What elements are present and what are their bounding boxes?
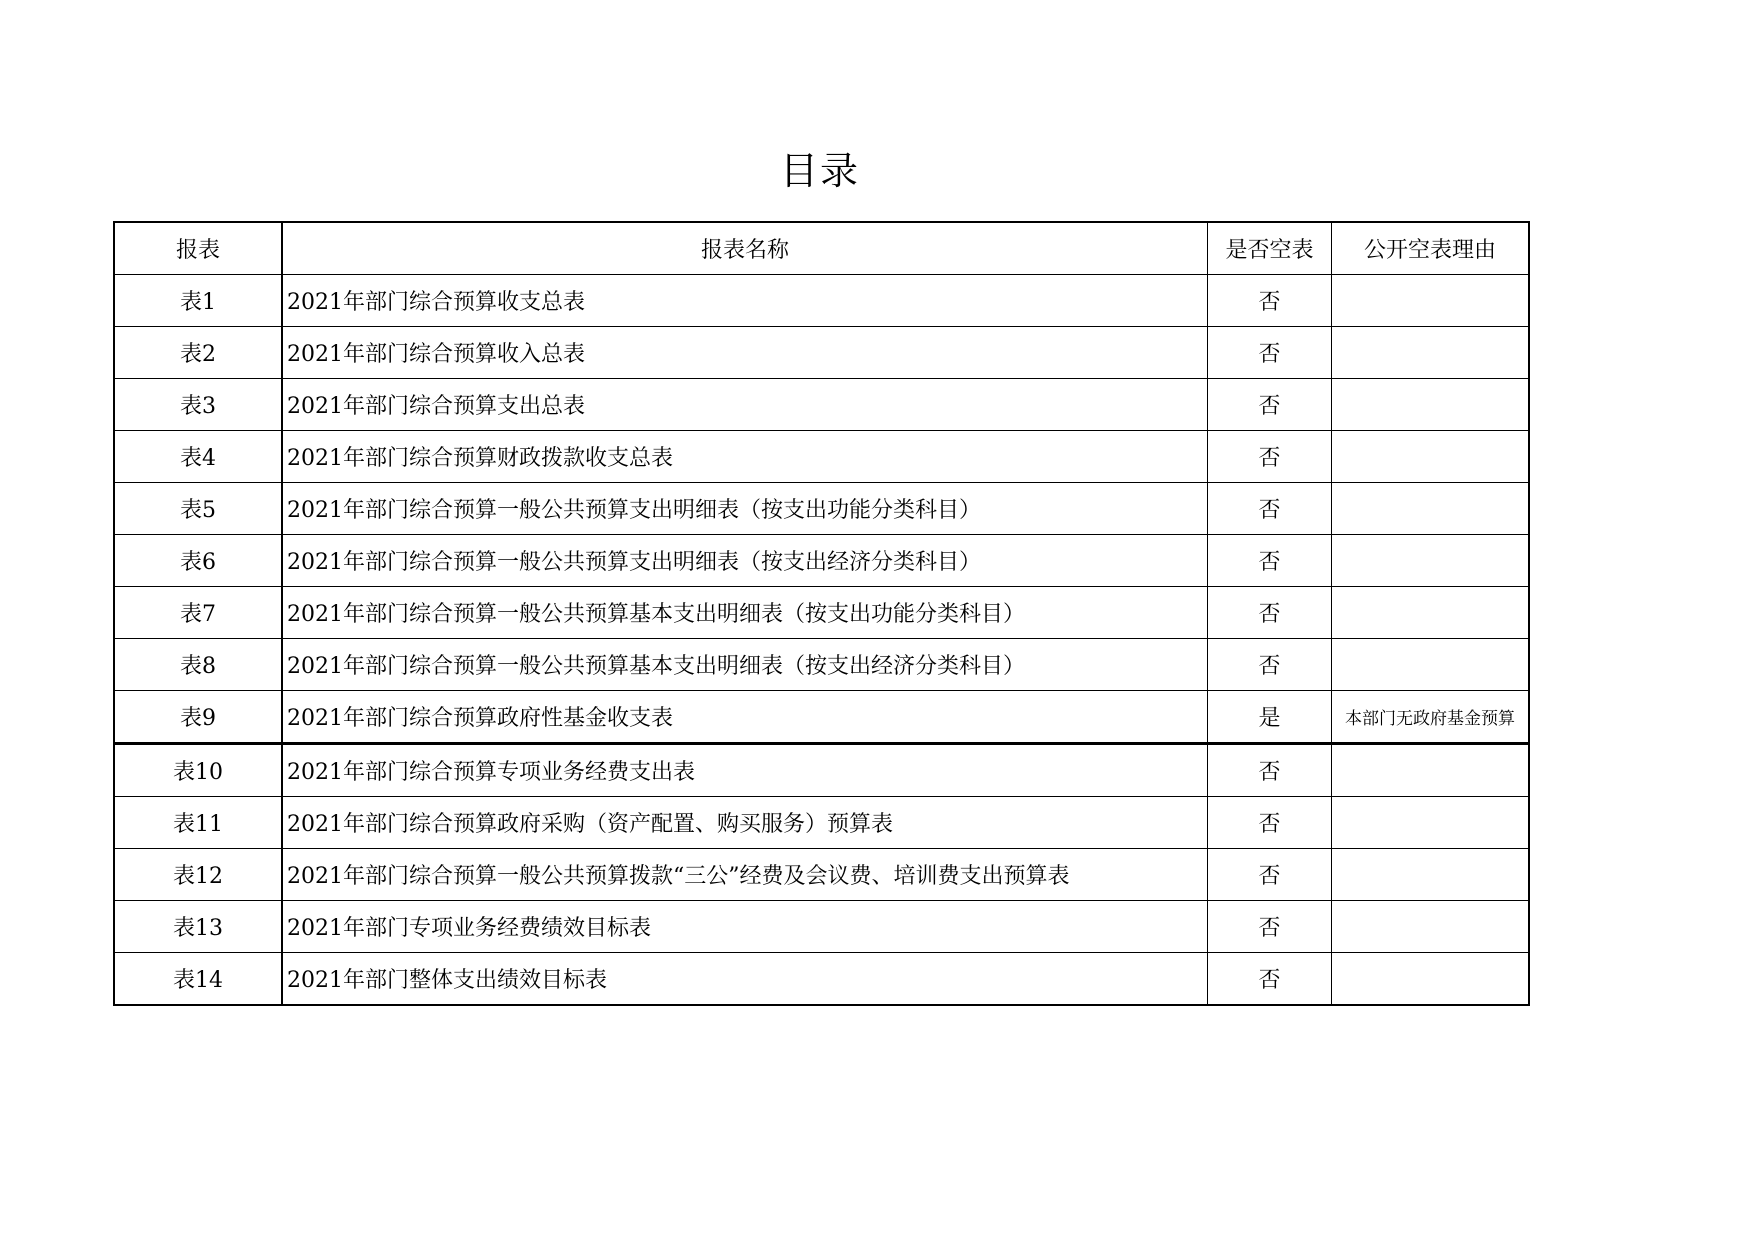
row-report-id: 表7 — [114, 587, 282, 639]
row-empty-reason — [1332, 431, 1530, 483]
row-report-name: 2021年部门综合预算收支总表 — [282, 275, 1208, 327]
table-row — [114, 691, 1529, 744]
table-row — [114, 849, 1529, 901]
row-empty-reason — [1332, 587, 1530, 639]
table-row — [114, 379, 1529, 431]
row-is-empty: 否 — [1208, 587, 1332, 639]
row-report-id: 表1 — [114, 275, 282, 327]
row-empty-reason — [1332, 639, 1530, 691]
row-is-empty: 否 — [1208, 953, 1332, 1006]
table-row — [114, 744, 1529, 797]
row-empty-reason — [1332, 849, 1530, 901]
row-is-empty: 否 — [1208, 275, 1332, 327]
row-report-id: 表13 — [114, 901, 282, 953]
row-report-id: 表6 — [114, 535, 282, 587]
row-empty-reason — [1332, 797, 1530, 849]
header-report-id: 报表 — [114, 222, 282, 275]
table-row — [114, 587, 1529, 639]
row-report-id: 表14 — [114, 953, 282, 1006]
table-row — [114, 431, 1529, 483]
row-report-name: 2021年部门综合预算一般公共预算基本支出明细表（按支出功能分类科目） — [282, 587, 1208, 639]
row-report-id: 表2 — [114, 327, 282, 379]
row-empty-reason — [1332, 483, 1530, 535]
page-title: 目录 — [779, 149, 860, 193]
table-row — [114, 639, 1529, 691]
table-row — [114, 953, 1529, 1006]
row-is-empty: 否 — [1208, 431, 1332, 483]
header-is-empty: 是否空表 — [1208, 222, 1332, 275]
row-empty-reason — [1332, 275, 1530, 327]
table-row — [114, 327, 1529, 379]
table-header-row — [114, 222, 1529, 275]
row-is-empty: 否 — [1208, 379, 1332, 431]
row-is-empty: 否 — [1208, 535, 1332, 587]
row-report-name: 2021年部门整体支出绩效目标表 — [282, 953, 1208, 1006]
row-is-empty: 是 — [1208, 691, 1332, 744]
row-empty-reason — [1332, 379, 1530, 431]
row-is-empty: 否 — [1208, 483, 1332, 535]
row-report-id: 表11 — [114, 797, 282, 849]
table-row — [114, 275, 1529, 327]
row-is-empty: 否 — [1208, 849, 1332, 901]
row-empty-reason — [1332, 901, 1530, 953]
header-report-name: 报表名称 — [282, 222, 1208, 275]
row-report-name: 2021年部门综合预算支出总表 — [282, 379, 1208, 431]
table-row — [114, 535, 1529, 587]
row-report-name: 2021年部门综合预算收入总表 — [282, 327, 1208, 379]
row-empty-reason: 本部门无政府基金预算 — [1332, 691, 1530, 744]
row-report-name: 2021年部门综合预算一般公共预算基本支出明细表（按支出经济分类科目） — [282, 639, 1208, 691]
row-report-id: 表4 — [114, 431, 282, 483]
row-report-name: 2021年部门综合预算政府性基金收支表 — [282, 691, 1208, 744]
row-report-id: 表3 — [114, 379, 282, 431]
row-empty-reason — [1332, 953, 1530, 1006]
row-is-empty: 否 — [1208, 901, 1332, 953]
toc-table — [113, 221, 1530, 1006]
row-is-empty: 否 — [1208, 797, 1332, 849]
row-report-name: 2021年部门综合预算一般公共预算支出明细表（按支出经济分类科目） — [282, 535, 1208, 587]
row-report-name: 2021年部门综合预算政府采购（资产配置、购买服务）预算表 — [282, 797, 1208, 849]
row-report-name: 2021年部门综合预算一般公共预算拨款“三公”经费及会议费、培训费支出预算表 — [282, 849, 1208, 901]
row-is-empty: 否 — [1208, 327, 1332, 379]
header-empty-reason: 公开空表理由 — [1332, 222, 1530, 275]
row-empty-reason — [1332, 327, 1530, 379]
row-report-id: 表12 — [114, 849, 282, 901]
row-report-id: 表5 — [114, 483, 282, 535]
row-empty-reason — [1332, 744, 1530, 797]
row-report-name: 2021年部门综合预算财政拨款收支总表 — [282, 431, 1208, 483]
table-row — [114, 483, 1529, 535]
row-report-name: 2021年部门综合预算专项业务经费支出表 — [282, 744, 1208, 797]
row-is-empty: 否 — [1208, 639, 1332, 691]
row-report-name: 2021年部门综合预算一般公共预算支出明细表（按支出功能分类科目） — [282, 483, 1208, 535]
row-report-id: 表8 — [114, 639, 282, 691]
row-report-id: 表10 — [114, 744, 282, 797]
table-row — [114, 797, 1529, 849]
row-report-name: 2021年部门专项业务经费绩效目标表 — [282, 901, 1208, 953]
row-is-empty: 否 — [1208, 744, 1332, 797]
row-report-id: 表9 — [114, 691, 282, 744]
table-row — [114, 901, 1529, 953]
row-empty-reason — [1332, 535, 1530, 587]
